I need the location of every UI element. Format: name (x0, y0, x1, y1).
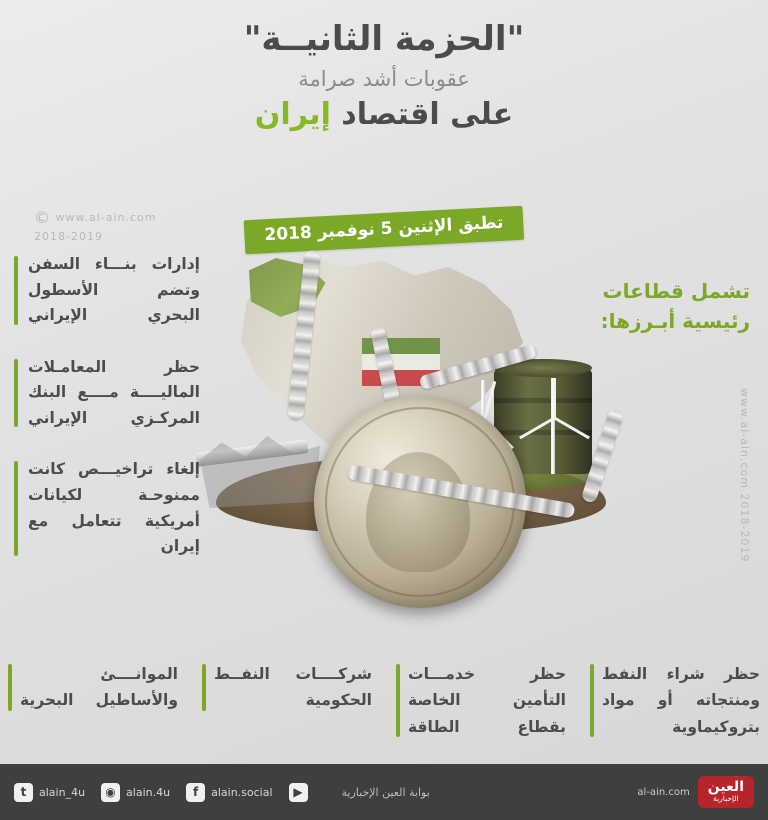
accent-bar (14, 256, 18, 325)
brand-url: al-ain.com (637, 786, 690, 798)
footer (0, 764, 768, 820)
wind-turbine-icon (520, 378, 586, 474)
social-twitter[interactable] (14, 783, 85, 802)
alain-logo (698, 776, 754, 808)
list-item-text: إدارات بنـــاء السفن وتضم الأسطول البحري الإيراني (28, 255, 200, 325)
watermark-left (34, 206, 157, 245)
instagram-icon: ◉ (101, 783, 120, 802)
list-item-text: شركــــات النفــط الحكومية (214, 664, 372, 710)
bottom-items-list (8, 661, 760, 740)
accent-bar (8, 664, 12, 711)
list-item (14, 355, 200, 432)
facebook-icon: f (186, 783, 205, 802)
header (0, 18, 768, 132)
list-item (8, 661, 178, 714)
sectors-heading: تشمل قطاعات رئيسية أبـرزها: (600, 279, 750, 333)
social-facebook[interactable] (186, 783, 272, 802)
watermark-right-url: www.al-ain.com (738, 388, 751, 490)
list-item-text: الموانــــئ والأساطيل البحرية (20, 664, 178, 710)
accent-bar (14, 461, 18, 555)
list-item-text: حظر شراء النفط ومنتجاته أو مواد بتروكيماوية (602, 664, 760, 736)
brand-sub: الإخبارية (713, 793, 739, 803)
list-item (590, 661, 760, 740)
list-item-text: إلغاء تراخيـــص كانت ممنوحـة لكيانات أمريكية تتعامل مع إيران (28, 460, 200, 556)
watermark-left-url: www.al-ain.com (55, 211, 157, 224)
accent-bar (202, 664, 206, 711)
turbine-blade (483, 381, 496, 420)
turbine-blade (519, 417, 555, 440)
watermark-right (736, 388, 752, 562)
accent-bar (14, 359, 18, 428)
social-links (14, 783, 430, 802)
turbine-blade (554, 417, 590, 440)
list-item (14, 457, 200, 559)
accent-prefix: على اقتصاد (330, 96, 514, 132)
social-handle: alain.4u (126, 785, 171, 799)
brand-block[interactable] (637, 776, 754, 808)
copyright-icon: © (34, 208, 51, 227)
left-items-list (14, 252, 200, 586)
list-item (14, 252, 200, 329)
page-title-accent (0, 97, 768, 132)
youtube-icon: ▶ (289, 783, 308, 802)
list-item (396, 661, 566, 740)
accent-bar (396, 664, 400, 737)
footer-credit: بوابة العين الإخبارية (341, 785, 430, 799)
list-item-text: حظر خدمـــات التأمين الخاصة بقطاع الطاقة (408, 664, 566, 736)
list-item-text: حظر المعامـلات الماليــــة مــــع البنك المركـزي الإيراني (28, 357, 200, 427)
social-instagram[interactable] (101, 783, 170, 802)
brand-name: العين (707, 779, 744, 796)
watermark-right-years: 2018-2019 (738, 493, 751, 563)
social-handle: alain.social (211, 785, 273, 799)
accent-bar (590, 664, 594, 737)
social-youtube[interactable] (289, 783, 314, 802)
twitter-icon: t (14, 783, 33, 802)
page-title: "الحزمة الثانيــة" (243, 19, 525, 59)
date-badge: تطبق الإثنين 5 نوفمبر 2018 (244, 206, 525, 255)
list-item (202, 661, 372, 714)
watermark-left-years: 2018-2019 (34, 230, 103, 244)
flag-stripe-white (362, 354, 440, 370)
accent-highlight: إيران (254, 96, 331, 132)
page-subtitle: عقوبات أشد صرامة (298, 66, 470, 91)
central-illustration (196, 248, 616, 578)
turbine-blade (553, 378, 556, 418)
social-handle: alain_4u (39, 785, 86, 799)
